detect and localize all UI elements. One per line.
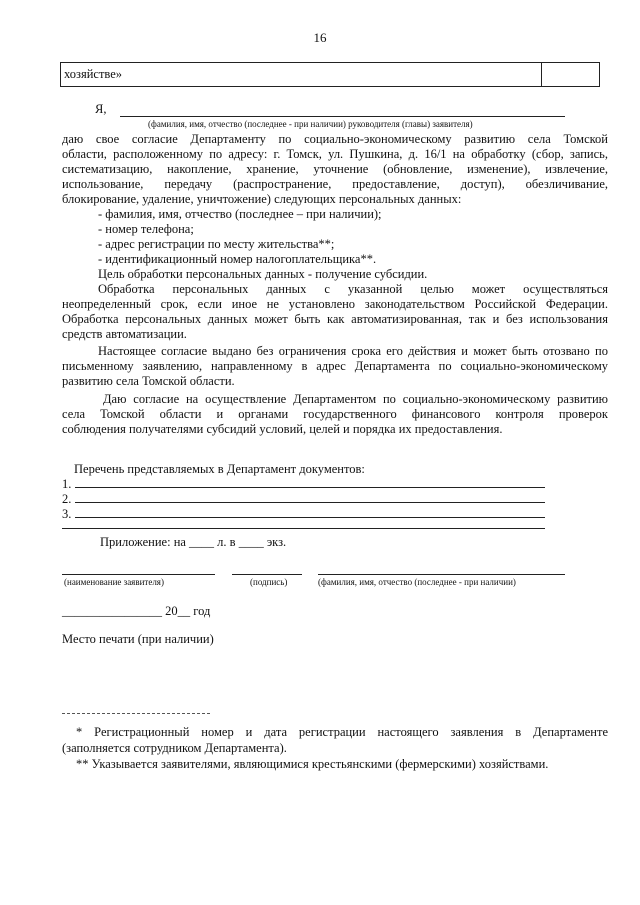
footnote-line: (заполняется сотрудником Департамента). xyxy=(62,741,287,755)
name-underline xyxy=(120,116,565,117)
doc-list-number: 1. xyxy=(62,477,72,491)
consent-line: систематизацию, накопление, хранение, уточнение (обновление, изменение), извлечение, xyxy=(62,162,608,176)
signature-caption: (подпись) xyxy=(250,577,288,587)
doc-list-title: Перечень представляемых в Департамент документов: xyxy=(74,462,365,476)
name-caption: (фамилия, имя, отчество (последнее - при наличии) руководителя (главы) заявителя) xyxy=(148,119,473,129)
date-line: ________________ 20__ год xyxy=(62,604,211,618)
doc-list-number: 2. xyxy=(62,492,72,506)
data-item: - номер телефона; xyxy=(98,222,194,236)
attachment-line: Приложение: на ____ л. в ____ экз. xyxy=(100,535,287,549)
data-item: - идентификационный номер налогоплательщика**. xyxy=(98,252,377,266)
footnote-separator xyxy=(62,713,210,714)
table-cell-text: хозяйстве» xyxy=(64,67,123,81)
term-line: Обработка персональных данных может быть как автоматизированная, так и без использования xyxy=(62,312,608,326)
doc-list-number: 3. xyxy=(62,507,72,521)
fullname-underline xyxy=(318,574,565,575)
check-line: села Томской области и органами государственного финансового контроля проверок xyxy=(62,407,608,421)
signature-underline xyxy=(232,574,302,575)
consent-line: даю свое согласие Департаменту по социально-экономическому развитию села Томской xyxy=(62,132,608,146)
footnote-line: * Регистрационный номер и дата регистрации настоящего заявления в Департаменте xyxy=(76,725,608,739)
check-line: соблюдения получателями субсидий условий, целей и порядка их предоставления. xyxy=(62,422,503,436)
applicant-caption: (наименование заявителя) xyxy=(64,577,164,587)
term-line: средств автоматизации. xyxy=(62,327,187,341)
table-cell xyxy=(61,63,542,86)
term-line: Обработка персональных данных с указанной целью может осуществляться xyxy=(98,282,608,296)
stamp-text: Место печати (при наличии) xyxy=(62,632,214,646)
doc-line xyxy=(75,517,545,518)
applicant-underline xyxy=(62,574,215,575)
fullname-caption: (фамилия, имя, отчество (последнее - при наличии) xyxy=(318,577,516,587)
consent-line: области, расположенному по адресу: г. Томск, ул. Пушкина, д. 16/1 на обработку (сбор, запись, xyxy=(62,147,608,161)
revoke-line: письменному заявлению, направленному в адрес Департамента по социально-экономическому xyxy=(62,359,608,373)
revoke-line: Настоящее согласие выдано без ограничения срока его действия и может быть отозвано по xyxy=(98,344,608,358)
data-item: - адрес регистрации по месту жительства**; xyxy=(98,237,335,251)
doc-line xyxy=(75,487,545,488)
footnote-line: ** Указывается заявителями, являющимися крестьянскими (фермерскими) хозяйствами. xyxy=(76,757,549,771)
purpose-line: Цель обработки персональных данных - получение субсидии. xyxy=(98,267,428,281)
data-item: - фамилия, имя, отчество (последнее – при наличии); xyxy=(98,207,382,221)
doc-line xyxy=(75,502,545,503)
revoke-line: развитию села Томской области. xyxy=(62,374,235,388)
doc-line xyxy=(62,528,545,529)
term-line: неопределенный срок, если иное не установлено законодательством Российской Федерации. xyxy=(62,297,608,311)
intro-ya: Я, xyxy=(95,102,107,116)
consent-line: использование, передачу (распространение, предоставление, доступ), обезличивание, xyxy=(62,177,608,191)
consent-line: блокирование, удаление, уничтожение) следующих персональных данных: xyxy=(62,192,462,206)
header-table xyxy=(60,62,600,87)
check-line: Даю согласие на осуществление Департаментом по социально-экономическому развитию xyxy=(103,392,608,406)
page-number: 16 xyxy=(313,30,327,45)
